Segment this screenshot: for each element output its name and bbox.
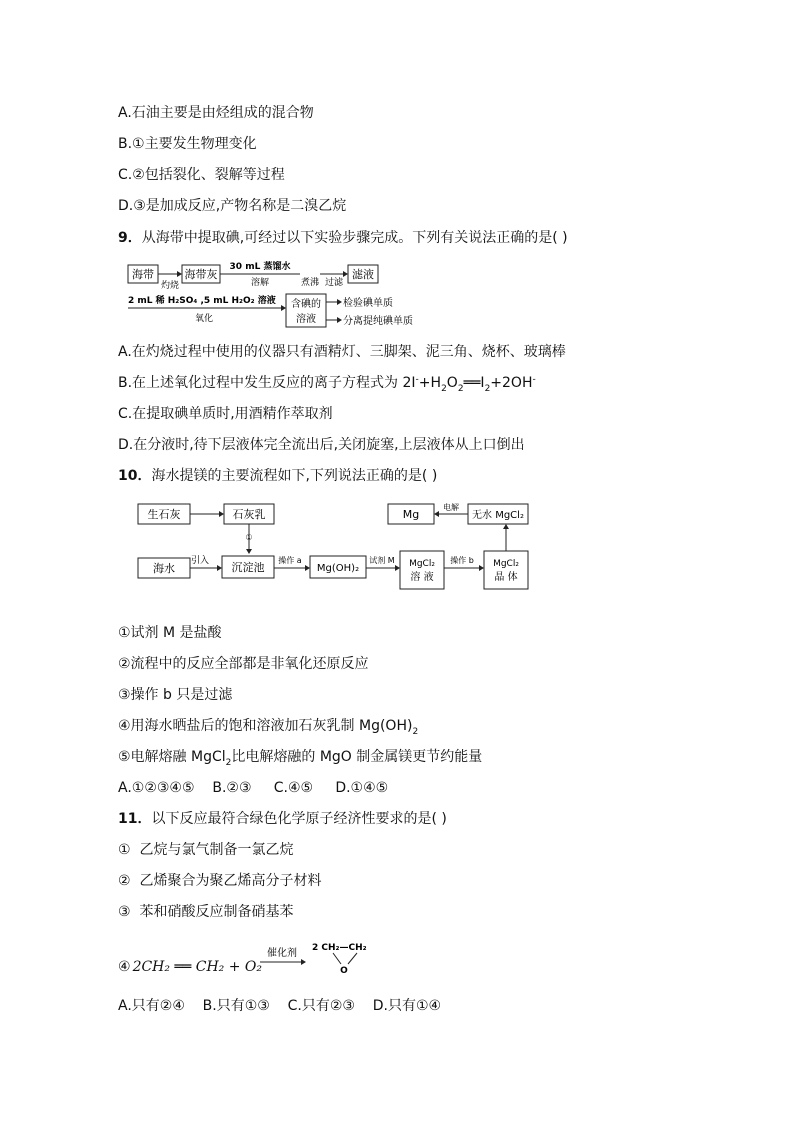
q10-statement-5 — [118, 748, 482, 766]
label-haidai: 海带 — [132, 268, 154, 281]
q11-eq-left: 2CH₂ ══ CH₂ + O₂ — [132, 959, 263, 975]
q11-statement-2: ② 乙烯聚合为聚乙烯高分子材料 — [118, 873, 322, 889]
q8-option-d: D.③是加成反应,产物名称是二溴乙烷 — [118, 198, 347, 214]
label-out-2: 分离提纯碘单质 — [343, 316, 413, 327]
q10-stem-text: 海水提镁的主要流程如下,下列说法正确的是( ) — [151, 468, 438, 484]
q9-b-sub2: 2 — [457, 383, 464, 394]
q10-s5-post: 比电解熔融的 MgO 制金属镁更节约能量 — [231, 749, 483, 765]
q9-option-b — [118, 374, 536, 392]
arrowhead-5 — [337, 299, 342, 305]
label-shihuiru: 石灰乳 — [232, 508, 266, 521]
label-shijim: 试剂 M — [369, 556, 395, 565]
arrowhead-f — [479, 565, 484, 571]
label-yanghua: 氧化 — [194, 314, 214, 324]
label-wushui-mgcl2: 无水 MgCl₂ — [472, 510, 524, 521]
q11-statement-4 — [118, 958, 262, 976]
q10-statement-1: ①试剂 M 是盐酸 — [118, 625, 222, 641]
q9-b-sup1: - — [415, 374, 419, 385]
q9-b-mid1: +H — [418, 375, 442, 391]
q10-statement-3: ③操作 b 只是过滤 — [118, 687, 233, 703]
label-mgoh2: Mg(OH)₂ — [316, 563, 360, 574]
q8-option-a: A.石油主要是由烃组成的混合物 — [118, 105, 314, 121]
arrowhead-h — [434, 511, 439, 517]
q9-b-sub1: 2 — [441, 383, 447, 394]
label-mgcl2-sol-1: MgCl₂ — [409, 559, 435, 569]
epoxide-bond-left — [333, 953, 341, 964]
label-guolv: 过滤 — [324, 278, 344, 288]
label-mg: Mg — [402, 508, 420, 521]
box-mgcl2-solution — [400, 551, 444, 589]
q11-number: 11． — [118, 811, 152, 827]
q11-statement-1: ① 乙烷与氯气制备一氯乙烷 — [118, 842, 294, 858]
arrowhead-4 — [281, 305, 286, 311]
q8-option-c: C.②包括裂化、裂解等过程 — [118, 167, 285, 183]
q10-statement-4 — [118, 717, 418, 735]
reaction-arrowhead — [301, 959, 306, 965]
q11-equation-graphic — [258, 938, 378, 978]
q9-b-sup2: - — [532, 374, 536, 385]
label-handian-2: 溶液 — [296, 314, 316, 325]
label-catalyst: 催化剂 — [267, 948, 297, 959]
label-reagents: 2 mL 稀 H₂SO₄ ,5 mL H₂O₂ 溶液 — [128, 296, 276, 306]
label-lvye: 滤液 — [352, 268, 374, 281]
q9-stem-text: 从海带中提取碘,可经过以下实验步骤完成。下列有关说法正确的是( ) — [141, 230, 568, 246]
arrowhead-d — [305, 565, 310, 571]
arrowhead-g — [503, 524, 509, 529]
q10-options: A.①②③④⑤ B.②③ C.④⑤ D.①④⑤ — [118, 780, 389, 796]
label-zhuoshao: 灼烧 — [160, 281, 180, 291]
q9-b-sub3: 2 — [484, 383, 491, 394]
label-caozuob: 操作 b — [450, 556, 474, 565]
q9-b-mid2: O — [446, 375, 458, 391]
label-product-top: 2 CH₂—CH₂ — [312, 943, 367, 953]
q10-number: 10． — [118, 468, 152, 484]
box-mgcl2-crystal — [484, 551, 528, 589]
q10-s5-pre: ⑤电解熔融 MgCl — [118, 749, 226, 765]
q10-stem — [118, 467, 437, 485]
label-mgcl2-cry-1: MgCl₂ — [493, 559, 519, 569]
label-out-1: 检验碘单质 — [343, 298, 393, 309]
label-mgcl2-sol-2: 溶 液 — [410, 572, 434, 583]
q10-magnesium-flowchart — [130, 496, 540, 596]
arrowhead-a — [219, 511, 224, 517]
arrowhead-6 — [337, 317, 342, 323]
q9-b-pre: B.在上述氧化过程中发生反应的离子方程式为 2I — [118, 375, 416, 391]
q9-iodine-flowchart — [124, 255, 413, 331]
q9-option-d: D.在分液时,待下层液体完全流出后,关闭旋塞,上层液体从上口倒出 — [118, 437, 525, 453]
label-chendianchi: 沉淀池 — [231, 561, 265, 574]
label-haidaihui: 海带灰 — [184, 268, 218, 281]
label-dianjie: 电解 — [443, 503, 459, 512]
q9-stem — [118, 229, 568, 247]
label-product-o: O — [340, 966, 348, 976]
q11-statement-3: ③ 苯和硝酸反应制备硝基苯 — [118, 904, 294, 920]
q11-stem-text: 以下反应最符合绿色化学原子经济性要求的是( ) — [151, 811, 447, 827]
arrowhead-b — [246, 549, 252, 554]
epoxide-bond-right — [348, 953, 357, 964]
arrowhead-3 — [343, 271, 348, 277]
label-mgcl2-cry-2: 晶 体 — [494, 572, 518, 583]
q9-b-mid3: ══I — [463, 375, 485, 391]
label-water: 30 mL 蒸馏水 — [229, 262, 291, 272]
q10-s5-sub: 2 — [225, 757, 232, 768]
q10-s4-pre: ④用海水晒盐后的饱和溶液加石灰乳制 Mg(OH) — [118, 718, 413, 734]
arrowhead-e — [395, 565, 400, 571]
label-caozuoa: 操作 a — [278, 556, 302, 565]
arrowhead-c — [217, 565, 222, 571]
q10-s4-sub: 2 — [412, 726, 419, 737]
label-shengshihui: 生石灰 — [147, 508, 181, 521]
q9-b-mid4: +2OH — [490, 375, 533, 391]
label-circle-1: ① — [245, 533, 253, 542]
label-yinru: 引入 — [190, 556, 210, 566]
q9-option-c: C.在提取碘单质时,用酒精作萃取剂 — [118, 406, 333, 422]
q11-stem — [118, 810, 447, 828]
q10-statement-2: ②流程中的反应全部都是非氧化还原反应 — [118, 656, 369, 672]
arrowhead-1 — [177, 271, 182, 277]
q11-options: A.只有②④ B.只有①③ C.只有②③ D.只有①④ — [118, 998, 442, 1014]
q9-option-a: A.在灼烧过程中使用的仪器只有酒精灯、三脚架、泥三角、烧杯、玻璃棒 — [118, 344, 566, 360]
q9-number: 9． — [118, 230, 142, 246]
label-zhufei: 煮沸 — [300, 278, 320, 288]
label-rongjie: 溶解 — [250, 278, 270, 288]
label-haishui: 海水 — [153, 562, 175, 575]
q11-eq-num: ④ — [118, 959, 131, 975]
label-handian-1: 含碘的 — [291, 299, 321, 310]
q8-option-b: B.①主要发生物理变化 — [118, 136, 257, 152]
